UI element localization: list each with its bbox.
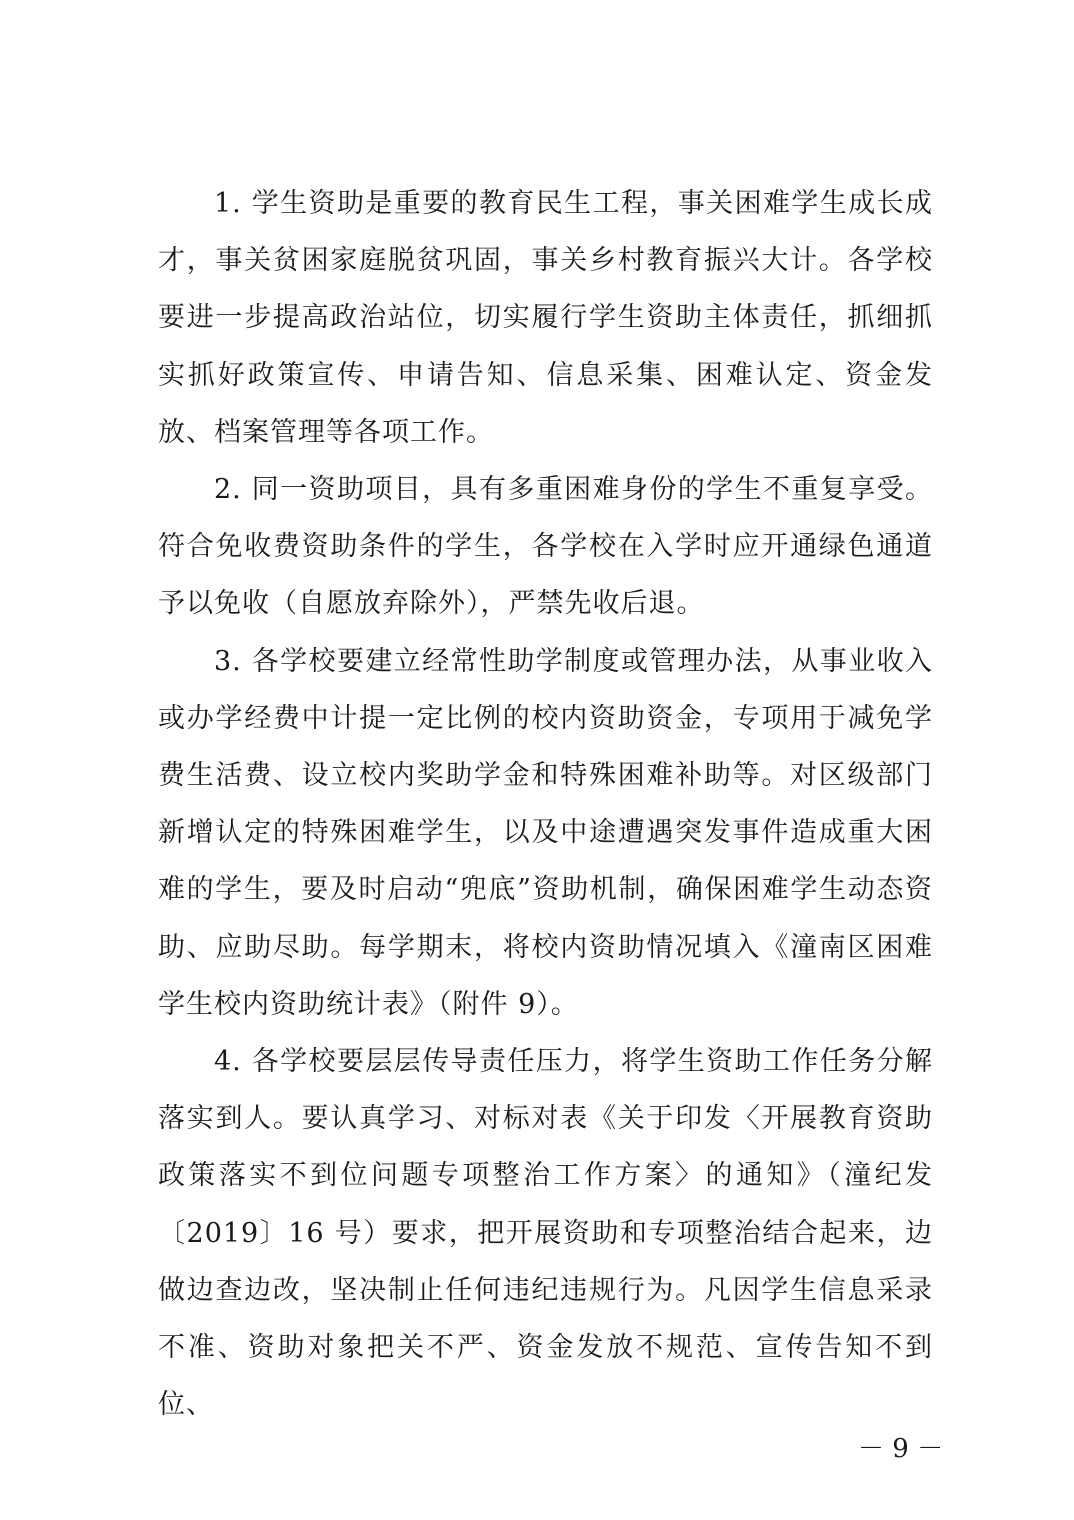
- body-text: [158, 175, 933, 1433]
- page-number: － 9 －: [858, 1434, 944, 1464]
- paragraph-1: 1. 学生资助是重要的教育民生工程，事关困难学生成长成才，事关贫困家庭脱贫巩固，事关乡村教育振兴大计。各学校要进一步提高政治站位，切实履行学生资助主体责任，抓细抓实抓好政策宣传、申请告知、信息采集、困难认定、资金发放、档案管理等各项工作。: [158, 188, 933, 448]
- paragraph-3: 3. 各学校要建立经常性助学制度或管理办法，从事业收入或办学经费中计提一定比例的校内资助资金，专项用于减免学费生活费、设立校内奖助学金和特殊困难补助等。对区级部门新增认定的特殊困难学生，以及中途遭遇突发事件造成重大困难的学生，要及时启动“兜底”资助机制，确保困难学生动态资助、应助尽助。每学期末，将校内资助情况填入《潼南区困难学生校内资助统计表》（附件 9）。: [158, 645, 933, 1020]
- paragraph-4: 4. 各学校要层层传导责任压力，将学生资助工作任务分解落实到人。要认真学习、对标对表《关于印发〈开展教育资助政策落实不到位问题专项整治工作方案〉的通知》（潼纪发〔2019〕16 号）要求，把开展资助和专项整治结合起来，边做边查边改，坚决制止任何违纪违规行为。凡因学生信息采录不准、资助对象把关不严、资金发放不规范、宣传告知不到位、: [158, 1046, 933, 1421]
- paragraph-2: 2. 同一资助项目，具有多重困难身份的学生不重复享受。符合免收费资助条件的学生，各学校在入学时应开通绿色通道予以免收（自愿放弃除外），严禁先收后退。: [158, 474, 933, 620]
